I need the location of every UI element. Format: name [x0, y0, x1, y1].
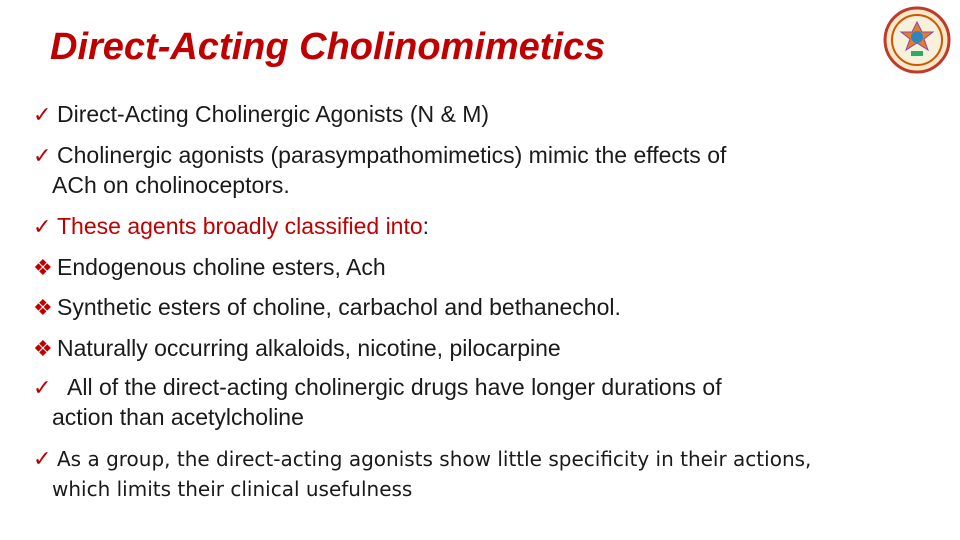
bullet-continuation: ACh on cholinoceptors. [52, 172, 290, 198]
bullet-suffix: : [422, 213, 430, 239]
university-seal-icon [883, 6, 951, 74]
checkmark-icon: ✓ [33, 215, 52, 240]
bullet-text: Synthetic esters of choline, carbachol and bethanechol. [57, 294, 621, 320]
bullet-item [33, 373, 722, 403]
bullet-item [33, 445, 811, 474]
diamond-bullet-icon: ❖ [33, 256, 53, 281]
bullet-text: Endogenous choline esters, Ach [57, 254, 386, 280]
bullet-text: As a group, the direct-acting agonists show little specificity in their actions, [57, 447, 812, 471]
bullet-text: These agents broadly classified into [57, 213, 423, 239]
bullet-continuation: which limits their clinical usefulness [52, 477, 413, 501]
bullet-item [33, 212, 429, 242]
bullet-text: All of the direct-acting cholinergic drugs have longer durations of [67, 374, 722, 400]
bullet-item [33, 100, 489, 130]
bullet-item [33, 334, 561, 364]
bullet-item [33, 253, 386, 283]
checkmark-icon: ✓ [33, 103, 52, 128]
slide-title: Direct-Acting Cholinomimetics [50, 26, 606, 68]
checkmark-icon: ✓ [33, 447, 52, 472]
checkmark-icon: ✓ [33, 144, 52, 169]
bullet-text: Cholinergic agonists (parasympathomimetics) mimic the effects of [57, 142, 727, 168]
bullet-item [33, 293, 621, 323]
bullet-text: Direct-Acting Cholinergic Agonists (N & M) [57, 101, 490, 127]
checkmark-icon: ✓ [33, 376, 52, 401]
diamond-bullet-icon: ❖ [33, 337, 53, 362]
bullet-continuation: action than acetylcholine [52, 404, 304, 430]
bullet-item [33, 141, 726, 171]
bullet-text: Naturally occurring alkaloids, nicotine, pilocarpine [57, 335, 561, 361]
diamond-bullet-icon: ❖ [33, 296, 53, 321]
